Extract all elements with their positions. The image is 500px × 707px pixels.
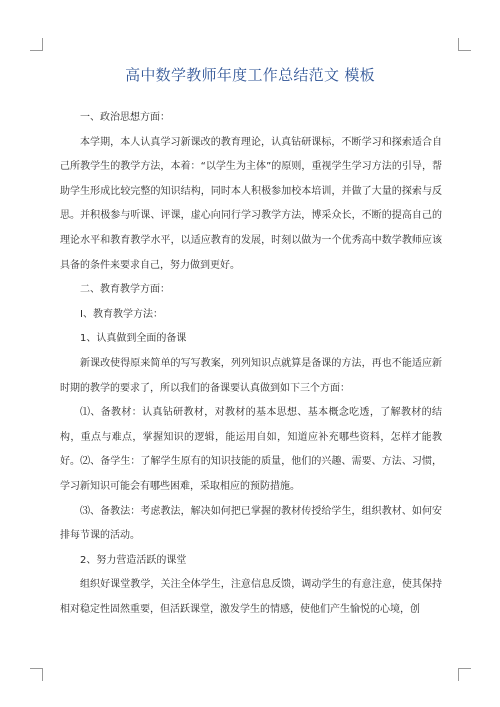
paragraph-active-classroom: 组织好课堂教学，关注全体学生，注意信息反馈，调动学生的有意注意，使其保持相对稳定性固然重要，但活跃课堂，激发学生的情感，使他们产生愉悦的心境，创 — [60, 579, 442, 615]
section-heading-political: 一、政治思想方面： — [80, 112, 170, 123]
section-heading-teaching: 二、教育教学方面： — [80, 284, 170, 296]
crop-mark-top-right — [458, 38, 471, 51]
paragraph-lesson-prep: 新课改使得原来简单的写写教案，列列知识点就算是备课的方法，再也不能适应新时期的教学的要求了，所以我们的备课要认真做到如下三个方面： — [60, 357, 442, 394]
crop-mark-bottom-left — [30, 668, 43, 681]
crop-mark-bottom-right — [458, 668, 471, 681]
document-title: 高中数学教师年度工作总结范文 模板 — [125, 66, 375, 84]
document-body — [60, 106, 442, 622]
crop-mark-top-left — [30, 38, 43, 51]
paragraph-prep-materials-students: ⑴、备教材：认真钻研教材，对教材的基本思想、基本概念吃透，了解教材的结构，重点与难点，掌握知识的逻辑，能运用自如，知道应补充哪些资料，怎样才能教好。⑵、备学生：了解学生原有的知识技能的质量，他们的兴趣、需要、方法、习惯，学习新知识可能会有哪些困难，采取相应的预防措施。 — [60, 407, 442, 492]
subsection-heading-methods: I、教育教学方法： — [80, 308, 163, 320]
paragraph-prep-methods: ⑶、备教法：考虑教法，解决如何把已掌握的教材传授给学生，组织教材、如何安排每节课的活动。 — [60, 505, 442, 542]
item-heading-active-classroom: 2、努力营造活跃的课堂 — [80, 554, 187, 566]
paragraph-political: 本学期，本人认真学习新课改的教育理论，认真钻研课标，不断学习和探索适合自己所教学生的教学方法，本着：“以学生为主体”的原则，重视学生学习方法的引导，帮助学生形成比较完整的知识结构，同时本人积极参加校本培训，并做了大量的探索与反思。并积极参与听课、评课，虚心向同行学习教学方法，博采众长，不断的提高自己的理论水平和教育教学水平，以适应教育的发展，时刻以做为一个优秀高中数学教师应该具备的条件来要求自己，努力做到更好。 — [60, 136, 442, 271]
item-heading-lesson-prep: 1、认真做到全面的备课 — [80, 333, 187, 345]
